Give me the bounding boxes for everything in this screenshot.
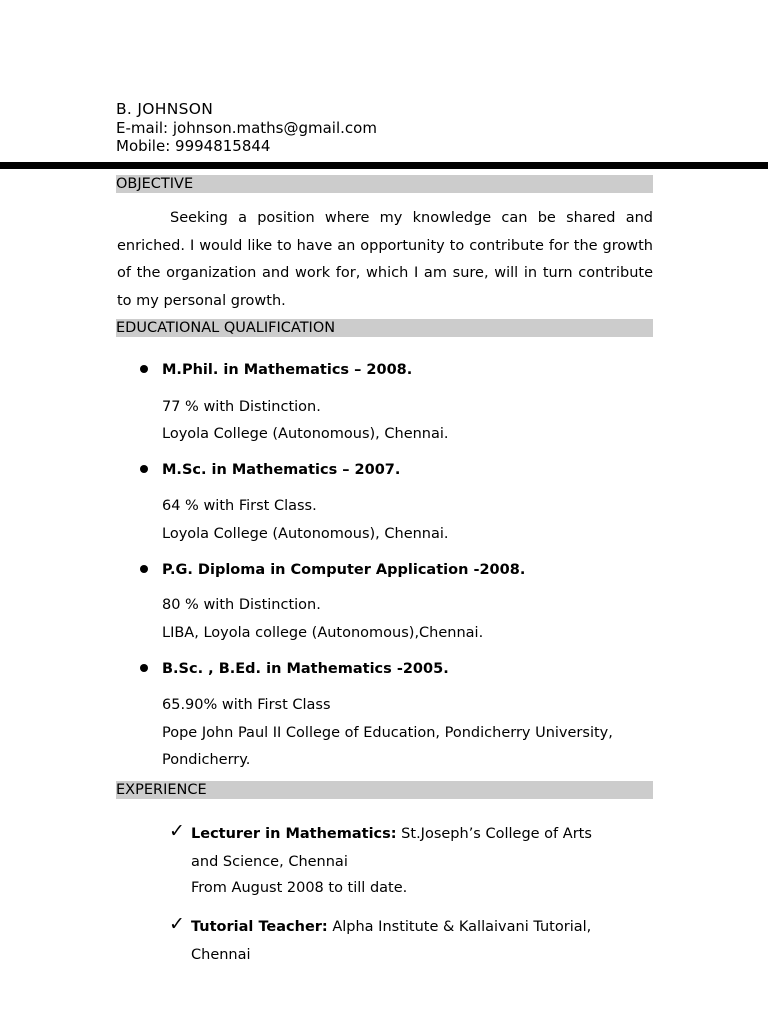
education-institution: LIBA, Loyola college (Autonomous),Chennai. xyxy=(162,625,484,641)
experience-place-cont: and Science, Chennai xyxy=(191,854,348,870)
experience-period: From August 2008 to till date. xyxy=(191,880,408,896)
email-line: E-mail: johnson.maths@gmail.com xyxy=(116,118,377,137)
education-title: P.G. Diploma in Computer Application -2008. xyxy=(162,562,526,578)
checkmark-icon: ✓ xyxy=(169,820,185,842)
objective-heading: OBJECTIVE xyxy=(116,175,653,193)
experience-role: Lecturer in Mathematics: xyxy=(191,826,397,842)
bullet-icon xyxy=(140,565,148,573)
education-title: B.Sc. , B.Ed. in Mathematics -2005. xyxy=(162,661,449,677)
experience-place: Alpha Institute & Kallaivani Tutorial, xyxy=(327,919,592,935)
checkmark-icon: ✓ xyxy=(169,913,185,935)
education-title: M.Phil. in Mathematics – 2008. xyxy=(162,362,413,378)
experience-text xyxy=(191,820,631,902)
education-grade: 77 % with Distinction. xyxy=(162,399,321,415)
education-institution: Loyola College (Autonomous), Chennai. xyxy=(162,426,449,442)
experience-line xyxy=(191,820,631,848)
experience-line xyxy=(191,913,631,941)
bullet-icon xyxy=(140,664,148,672)
experience-place-cont: Chennai xyxy=(191,947,251,963)
experience-heading: EXPERIENCE xyxy=(116,781,653,799)
education-institution-city: Pondicherry. xyxy=(162,752,251,768)
education-grade: 65.90% with First Class xyxy=(162,697,331,713)
contact-header xyxy=(116,100,377,156)
experience-role: Tutorial Teacher: xyxy=(191,919,328,935)
education-grade: 64 % with First Class. xyxy=(162,498,317,514)
education-institution: Loyola College (Autonomous), Chennai. xyxy=(162,526,449,542)
objective-text: Seeking a position where my knowledge can be shared and enriched. I would like to have an opportunity to contribute for the growth of the organization and work for, which I am sure, will in turn contribute to my personal growth. xyxy=(117,210,653,309)
education-title: M.Sc. in Mathematics – 2007. xyxy=(162,462,401,478)
education-institution: Pope John Paul II College of Education, Pondicherry University, xyxy=(162,725,613,741)
bullet-icon xyxy=(140,465,148,473)
mobile-line: Mobile: 9994815844 xyxy=(116,137,271,155)
candidate-name: B. JOHNSON xyxy=(116,100,214,118)
education-grade: 80 % with Distinction. xyxy=(162,597,321,613)
experience-text xyxy=(191,913,631,969)
header-divider xyxy=(0,162,768,169)
education-heading: EDUCATIONAL QUALIFICATION xyxy=(116,319,653,337)
experience-place: St.Joseph’s College of Arts xyxy=(396,826,592,842)
bullet-icon xyxy=(140,365,148,373)
